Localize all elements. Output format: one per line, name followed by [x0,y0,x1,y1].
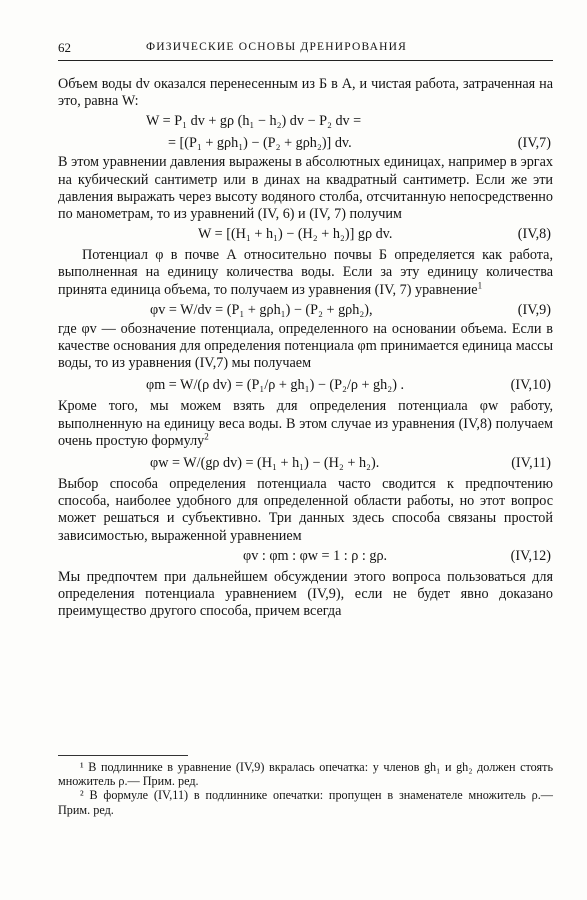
equation-text: W = P₁ dv + gρ (h₁ − h₂) dv − P₂ dv = [146,113,362,130]
footnotes [58,760,553,817]
footnote-1: ¹ В подлиннике в уравнение (IV,9) вкралась опечатка: у членов gh₁ и gh₂ должен стоять множитель ρ.— Прим. ред. [58,760,553,789]
equation-iv-7-line-2 [58,132,553,154]
page-body [58,76,553,620]
paragraph-5 [58,398,553,450]
equation-iv-11 [58,452,553,474]
paragraph-2: В этом уравнении давления выражены в абсолютных единицах, например в эргах на кубический сантиметр или в динах на квадратный сантиметр. Если же эти давления выражать через высоту водяного столба, отсчитанную непосредственно по манометрам, то из уравнений (IV, 6) и (IV, 7) получим [58,154,553,223]
equation-iv-12 [58,545,553,567]
equation-number: (IV,11) [511,455,551,472]
paragraph-7: Мы предпочтем при дальнейшем обсуждении этого вопроса пользоваться для определения потенциала уравнением (IV,9), если не будет явно доказано преимущество другого способа, причем всегда [58,568,553,620]
equation-number: (IV,8) [517,226,551,243]
paragraph-3 [58,247,553,299]
footnote-ref-2: 2 [204,431,209,442]
page-header [58,40,553,60]
paragraph-text: Кроме того, мы можем взять для определения потенциала φw работу, выполненную на единицу веса воды. В этом случае из уравнения (IV,8) получаем очень простую формулу [58,398,553,449]
equation-text: φv : φm : φw = 1 : ρ : gρ. [243,547,388,564]
header-rule [58,60,553,61]
running-title: ФИЗИЧЕСКИЕ ОСНОВЫ ДРЕНИРОВАНИЯ [146,41,408,53]
equation-number: (IV,12) [510,547,551,564]
equation-iv-7-line-1 [58,110,553,132]
paragraph-text: Потенциал φ в почве А относительно почвы Б определяется как работа, выполненная на единицу количества воды. Если за эту единицу количества принята единица объема, то получаем из уравнения (IV, 7) уравнение [58,247,553,298]
footnote-2: ² В формуле (IV,11) в подлиннике опечатки: пропущен в знаменателе множитель ρ.— Прим. ред. [58,788,553,817]
footnote-ref-1: 1 [477,279,483,290]
equation-number: (IV,7) [517,135,551,152]
equation-iv-10 [58,374,553,396]
equation-iv-8 [58,223,553,245]
paragraph-6: Выбор способа определения потенциала часто сводится к предпочтению способа, наиболее удобного для определенной области работы, но этот вопрос может решаться и субъективно. Три данных здесь способа связаны простой зависимостью, выраженной уравнением [58,476,553,544]
equation-iv-9 [58,299,553,321]
equation-text: φv = W/dv = (P₁ + gρh₁) − (P₂ + gρh₂), [150,301,373,318]
equation-text: = [(P₁ + gρh₁) − (P₂ + gρh₂)] dv. [168,135,352,152]
paragraph-4: где φv — обозначение потенциала, определенного на основании объема. Если в качестве основания для определения потенциала φm принимается единица массы воды, то из уравнения (IV,7) мы получаем [58,320,553,372]
footnote-rule [58,755,188,756]
paragraph-1: Объем воды dv оказался перенесенным из Б в А, и чистая работа, затраченная на это, равна W: [58,76,553,110]
page-number: 62 [58,40,71,55]
equation-text: W = [(H₁ + h₁) − (H₂ + h₂)] gρ dv. [198,226,393,243]
equation-text: φw = W/(gρ dv) = (H₁ + h₁) − (H₂ + h₂). [150,455,380,472]
equation-text: φm = W/(ρ dv) = (P₁/ρ + gh₁) − (P₂/ρ + gh₂) . [146,377,405,394]
equation-number: (IV,9) [517,301,551,318]
equation-number: (IV,10) [510,377,551,394]
